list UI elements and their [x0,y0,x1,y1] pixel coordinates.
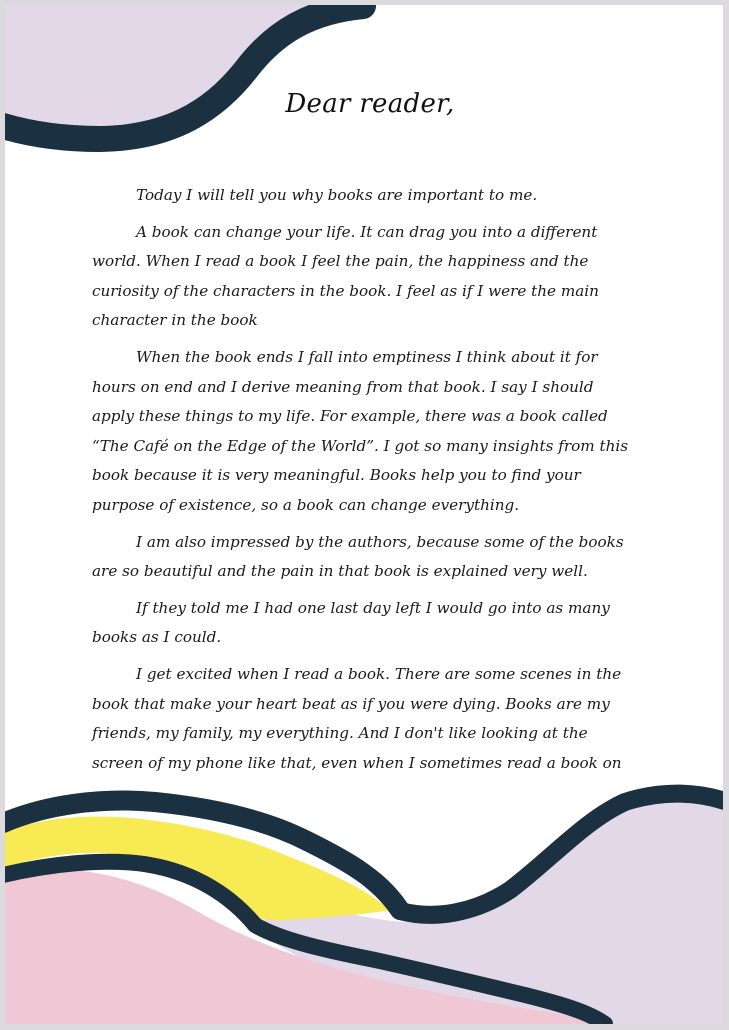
paragraph: If they told me I had one last day left I would go into as many books as I could. [92,598,610,647]
paragraph: When the book ends I fall into emptiness I think about it for hours on end and I derive meaning from that book. I say I should apply these things to my life. For example, there was a book called “The Café on the Edge of the World”. I got so many insights from this book because it is very meaningful. Books help you to find your purpose of existence, so a book can change everything. [92,347,629,514]
letter-greeting: Dear reader, [285,89,455,119]
paragraph: I get excited when I read a book. There are some scenes in the book that make your heart beat as if you were dying. Books are my friends, my family, my everything. And I don't like looking at the screen of my phone like that, even when I sometimes read a book on [92,664,622,772]
paragraph: I am also impressed by the authors, because some of the books are so beautiful and the pain in that book is explained very well. [92,532,624,581]
letter-body [92,181,632,785]
letter-page [5,5,723,1024]
paragraph: Today I will tell you why books are important to me. [136,186,538,204]
paragraph: A book can change your life. It can drag you into a different world. When I read a book I feel the pain, the happiness and the curiosity of the characters in the book. I feel as if I were the main character in the book [92,222,599,330]
